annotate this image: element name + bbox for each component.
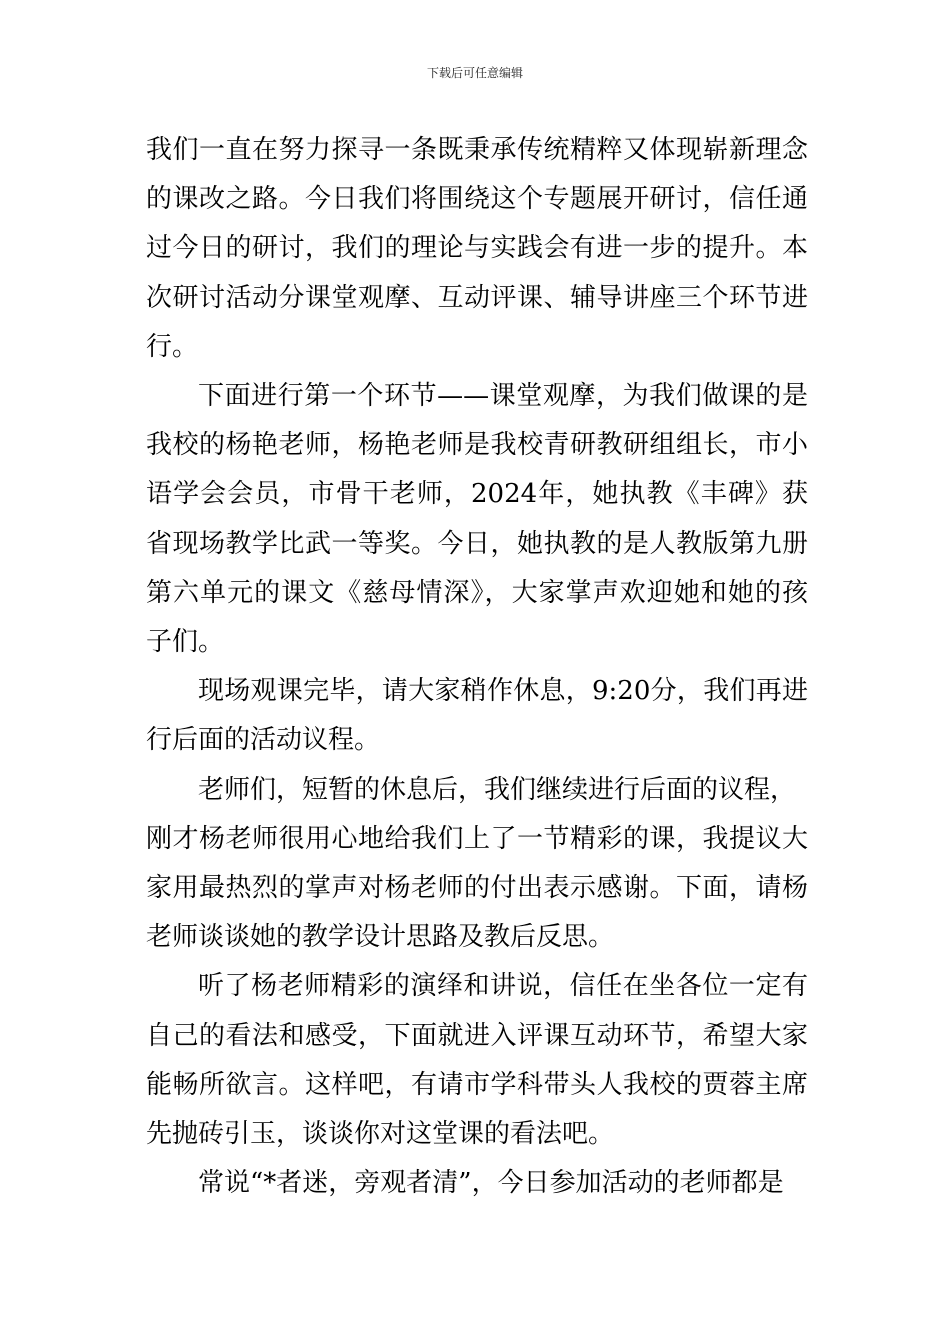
paragraph-7: 常说“*者迷，旁观者清”，今日参加活动的老师都是: [198, 1168, 784, 1199]
page-header: 下载后可任意编辑: [426, 66, 523, 80]
paragraph-1: 我们一直在努力探寻一条既秉承传统精粹又体现崭新理念的课改之路。今日我们将围绕这个专题展开研讨，信任通过今日的研讨，我们的理论与实践会有进一步的提升。本次研讨活动分课堂观摩、互动评课、辅导讲座三个环节进行。: [146, 135, 808, 362]
paragraph-6: 听了杨老师精彩的演绎和讲说，信任在坐各位一定有自己的看法和感受，下面就进入评课互动环节，希望大家能畅所欲言。这样吧，有请市学科带头人我校的贾蓉主席先抛砖引玉，谈谈你对这堂课的看法吧。: [146, 971, 808, 1150]
paragraph-4: 老师们，短暂的休息后，我们继续进行后面的议程，: [198, 774, 797, 805]
paragraph-5: 刚才杨老师很用心地给我们上了一节精彩的课，我提议大家用最热烈的掌声对杨老师的付出表示感谢。下面，请杨老师谈谈她的教学设计思路及教后反思。: [146, 823, 808, 953]
paragraph-2: 下面进行第一个环节——课堂观摩，为我们做课的是我校的杨艳老师，杨艳老师是我校青研教研组组长，市小语学会会员，市骨干老师，2024年，她执教《丰碑》获省现场教学比武一等奖。今日，她执教的是人教版第九册第六单元的课文《慈母情深》，大家掌声欢迎她和她的孩子们。: [146, 381, 808, 658]
document-body: [146, 126, 808, 1208]
paragraph-3: 现场观课完毕，请大家稍作休息，9:20分，我们再进行后面的活动议程。: [146, 676, 808, 756]
